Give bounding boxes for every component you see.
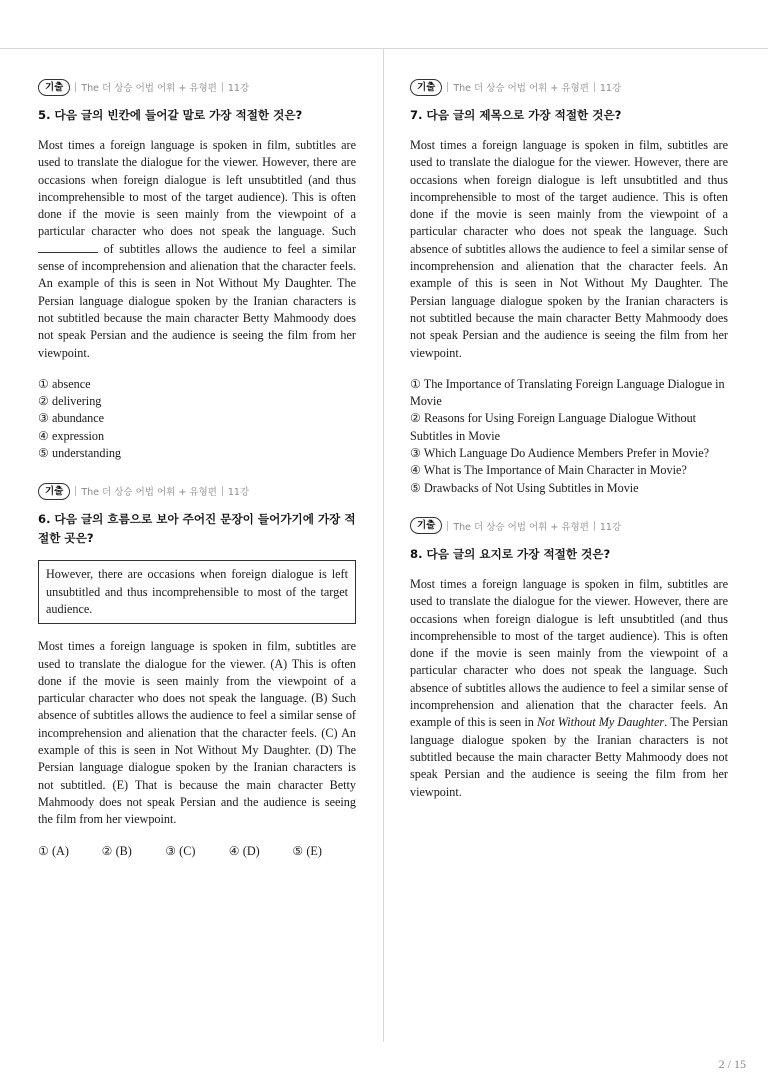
choice-5[interactable]: ⑤ (E) [292,843,322,858]
source-tag: 기출 [410,79,442,96]
choice-3[interactable]: ③ Which Language Do Audience Members Prefer in Movie? [410,446,710,461]
choice-1[interactable]: ① (A) [38,843,69,858]
separator [594,82,595,92]
given-sentence-box: However, there are occasions when foreign dialogue is left unsubtitled and thus incomprehensible to most of the target audience. [38,560,356,624]
answer-choices [410,376,728,497]
choice-2[interactable]: ② Reasons for Using Foreign Language Dialogue Without Subtitles in Movie [410,411,697,443]
question-passage [38,137,356,362]
separator [222,486,223,496]
question-passage [410,576,728,801]
choice-1[interactable]: ① absence [38,376,91,391]
source-lesson: 11강 [599,521,622,533]
movie-title: Not Without My Daughter [537,715,665,730]
question-title: 7. 다음 글의 제목으로 가장 적절한 것은? [410,108,622,122]
source-lesson: 11강 [599,83,622,94]
source-tag: 기출 [38,483,70,500]
column-divider [383,48,384,1042]
source-book: The 더 상승 어법 어휘 + 유형편 [453,521,589,533]
question-source-row [38,78,356,96]
question-7 [410,78,728,497]
source-tag: 기출 [38,79,70,96]
question-passage: Most times a foreign language is spoken in film, subtitles are used to translate the dialogue for the viewer. However, there are occasions when foreign dialogue is left unsubtitled and thus incomprehensible to most of the target audience. This is often done if the movie is seen mainly from the viewpoint of a particular character who does not speak the language. Such absence of subtitles allows the audience to feel a similar sense of incomprehension and alienation that the character feels. An example of this is seen in Not Without My Daughter. The Persian language dialogue spoken by the Iranian characters is not subtitled because the main character Betty Mahmoody does not speak Persian and the audience is seeing the film from her viewpoint. [410,138,728,360]
question-8 [410,517,728,801]
question-5 [38,78,356,462]
separator [75,82,76,92]
question-6 [38,482,356,859]
choice-2[interactable]: ② (B) [101,843,132,858]
question-title: 6. 다음 글의 흐름으로 보아 주어진 문장이 들어가기에 가장 적절한 곳은? [38,512,356,546]
choice-1[interactable]: ① The Importance of Translating Foreign Language Dialogue in Movie [410,376,725,409]
choice-3[interactable]: ③ (C) [165,843,196,858]
choice-4[interactable]: ④ expression [38,428,105,443]
source-tag: 기출 [410,517,442,534]
passage-part: . The Persian language dialogue spoken by the Iranian characters is not subtitled because the main character Betty Mahmoody does not speak Persian and the audience is seeing the film from her viewpoint. [410,715,729,799]
question-title: 8. 다음 글의 요지로 가장 적절한 것은? [410,546,611,561]
separator [594,521,595,531]
source-lesson: 11강 [227,83,250,94]
question-source-row [410,517,728,535]
question-passage: Most times a foreign language is spoken in film, subtitles are used to translate the dialogue for the viewer. (A) This is often done if the movie is seen mainly from the viewpoint of a particular character who does not speak the language. (B) Such absence of subtitles allows the audience to feel a similar sense of incomprehension and alienation that the character feels. (C) An example of this is seen in Not Without My Daughter. (D) The Persian language dialogue spoken by the Iranian characters is not subtitled. (E) That is because the main character Betty Mahmoody does not speak Persian and the audience is seeing the film from her viewpoint. [38,639,356,827]
separator [75,486,76,496]
choice-3[interactable]: ③ abundance [38,411,105,426]
source-lesson: 11강 [227,487,250,499]
page-number: 2 / 15 [718,1057,746,1071]
choice-4[interactable]: ④ What is The Importance of Main Character in Movie? [410,463,687,478]
source-book: The 더 상승 어법 어휘 + 유형편 [81,487,217,499]
passage-part: of subtitles allows the audience to feel a similar sense of incomprehension and alienation that the character feels. An example of this is seen in Not Without My Daughter. The Persian language dialogue spoken by the Iranian characters is not subtitled because the main character Betty Mahmoody does not speak Persian and the audience is seeing the film from her viewpoint. [38,241,356,360]
separator [447,521,448,531]
separator [222,82,223,92]
header-divider [0,48,768,49]
choice-4[interactable]: ④ (D) [228,843,260,858]
passage-part: Most times a foreign language is spoken in film, subtitles are used to translate the dialogue for the viewer. However, there are occasions when foreign dialogue is left unsubtitled (and thus incomprehensible to most of the target audience). This is often done if the movie is seen mainly from the viewpoint of a particular character who does not speak the language. Such [38,138,356,239]
answer-choices [38,843,356,860]
choice-5[interactable]: ⑤ Drawbacks of Not Using Subtitles in Movie [410,480,639,495]
source-book: The 더 상승 어법 어휘 + 유형편 [453,83,589,94]
choice-5[interactable]: ⑤ understanding [38,446,122,461]
choice-2[interactable]: ② delivering [38,394,102,409]
question-source-row [38,482,356,500]
separator [447,82,448,92]
question-title: 5. 다음 글의 빈칸에 들어갈 말로 가장 적절한 것은? [38,108,303,122]
answer-blank [38,241,98,253]
passage-part: Most times a foreign language is spoken in film, subtitles are used to translate the dialogue for the viewer. However, there are occasions when foreign dialogue is left unsubtitled (and thus incomprehensible to most of the target audience). This is often done if the movie is seen mainly from the viewpoint of a particular character who does not speak the language. Such absence of subtitles allows the audience to feel a similar sense of incomprehension and alienation that the character feels. An example of this is seen in [410,576,728,730]
left-column [38,78,356,876]
source-book: The 더 상승 어법 어휘 + 유형편 [81,83,217,94]
right-column [410,78,728,817]
answer-choices [38,376,356,462]
question-source-row [410,78,728,96]
